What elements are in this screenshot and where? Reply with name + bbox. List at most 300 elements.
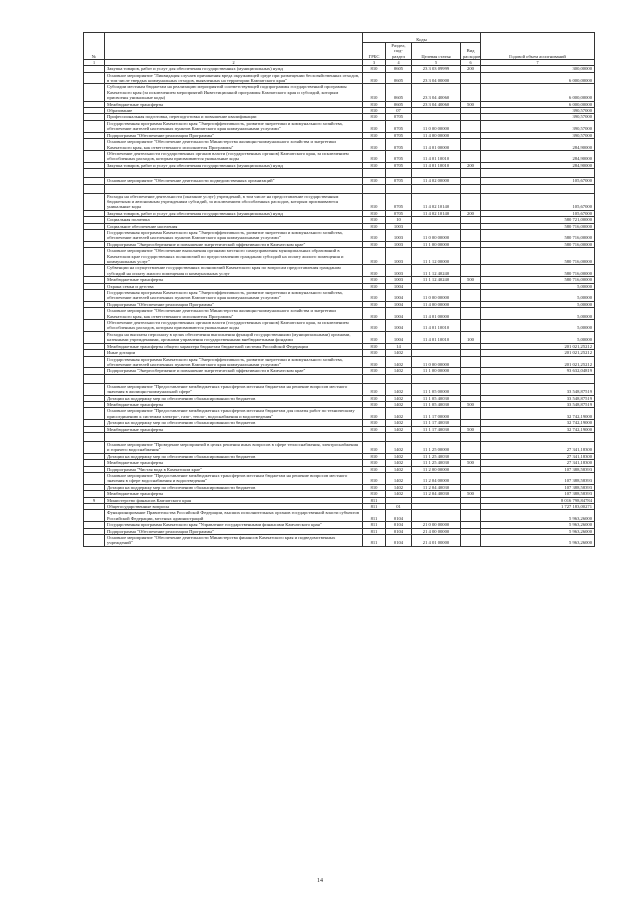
row-name: Основное мероприятие "Предоставление межбюджетных трансфертов местным бюджетам на решение вопросов местного значения в жилищно-коммунальной сфере" [105, 383, 363, 395]
row-amount: 27 341,18300 [481, 453, 595, 459]
table-row [84, 139, 595, 151]
header-name-empty [105, 33, 363, 60]
row-target-article: 11 4 01 10010 [412, 331, 461, 343]
row-target-article [412, 510, 461, 522]
table-row [84, 84, 595, 101]
row-target-article: 11 4 01 10010 [412, 162, 461, 168]
table-row [84, 229, 595, 241]
row-expense-type [461, 308, 481, 320]
row-target-article: 11 1 25 00000 [412, 441, 461, 453]
row-section: 1004 [386, 301, 412, 307]
col-index: 7 [481, 60, 595, 66]
row-amount: 5,00000 [481, 283, 595, 289]
row-section: 1402 [386, 383, 412, 395]
row-grbs: 810 [363, 210, 386, 216]
row-number [84, 248, 105, 265]
row-expense-type: 200 [461, 66, 481, 72]
row-target-article: 11 2 04 40030 [412, 484, 461, 490]
row-name: Межбюджетные трансферты [105, 460, 363, 466]
row-amount: 5 963,26000 [481, 535, 595, 547]
empty-cell [461, 432, 481, 441]
row-name: Подпрограмма "Обеспечение реализации Программы" [105, 301, 363, 307]
row-name: Обеспечение деятельности государственных органов власти (государственных органов) Камчатского края, за исключением обособленных расходов, которым присваиваются уникальные коды [105, 320, 363, 332]
row-number: 9 [84, 497, 105, 503]
row-target-article: 11 4 01 00000 [412, 139, 461, 151]
table-row [84, 150, 595, 162]
row-name: Межбюджетные трансферты [105, 277, 363, 283]
row-name: Государственная программа Камчатского края "Энергоэффективность, развитие энергетики и коммунального хозяйства, обеспечение жителей населенных пунктов Камчатского края коммунальными услугами" [105, 120, 363, 132]
row-amount: 33 548,87519 [481, 383, 595, 395]
row-section: 1003 [386, 241, 412, 247]
row-amount: 284,90000 [481, 150, 595, 162]
row-section: 1402 [386, 426, 412, 432]
row-section: 0605 [386, 84, 412, 101]
row-amount: 33 548,87519 [481, 395, 595, 401]
table-row [84, 72, 595, 84]
row-number [84, 331, 105, 343]
row-name: Государственная программа Камчатского края "Энергоэффективность, развитие энергетики и коммунального хозяйства, обеспечение жителей населенных пунктов Камчатского края коммунальными услугами" [105, 229, 363, 241]
row-grbs: 810 [363, 108, 386, 114]
row-grbs: 810 [363, 150, 386, 162]
row-expense-type: 500 [461, 426, 481, 432]
row-grbs: 810 [363, 101, 386, 107]
row-grbs: 810 [363, 132, 386, 138]
empty-cell [481, 374, 595, 383]
row-expense-type: 500 [461, 491, 481, 497]
row-target-article: 23 3 04 40060 [412, 84, 461, 101]
row-section: 07 [386, 108, 412, 114]
row-number [84, 290, 105, 302]
col-index: 3 [363, 60, 386, 66]
row-expense-type [461, 248, 481, 265]
row-amount: 201 021,25212 [481, 350, 595, 356]
row-section: 1004 [386, 290, 412, 302]
empty-cell [363, 432, 386, 441]
row-target-article: 11 1 00 00000 [412, 368, 461, 374]
row-grbs: 810 [363, 401, 386, 407]
table-row [84, 265, 595, 277]
table-row [84, 356, 595, 368]
header-target: Целевая статья [412, 43, 461, 60]
row-expense-type [461, 139, 481, 151]
row-amount: 580 716,00000 [481, 277, 595, 283]
row-number [84, 510, 105, 522]
row-grbs: 810 [363, 453, 386, 459]
row-expense-type [461, 84, 481, 101]
row-number [84, 120, 105, 132]
row-number [84, 535, 105, 547]
table-body [84, 66, 595, 547]
empty-cell [84, 374, 105, 383]
row-target-article: 11 1 05 40030 [412, 401, 461, 407]
empty-cell [105, 432, 363, 441]
row-number [84, 383, 105, 395]
row-expense-type [461, 473, 481, 485]
row-amount: 390,57000 [481, 132, 595, 138]
row-amount: 27 341,18300 [481, 441, 595, 453]
table-row [84, 510, 595, 522]
row-grbs: 810 [363, 460, 386, 466]
row-number [84, 84, 105, 101]
row-section: 1004 [386, 331, 412, 343]
row-amount: 107 388,58393 [481, 484, 595, 490]
row-section: 1003 [386, 248, 412, 265]
header-amount: Годовой объем ассигнований [481, 33, 595, 60]
row-name: Охрана семьи и детства [105, 283, 363, 289]
row-grbs: 810 [363, 466, 386, 472]
header-grbs: ГРБС [363, 43, 386, 60]
row-target-article: 11 0 00 00000 [412, 120, 461, 132]
row-amount: 390,57000 [481, 120, 595, 132]
row-amount: 107 388,58393 [481, 473, 595, 485]
row-name: Образование [105, 108, 363, 114]
row-section: 0705 [386, 193, 412, 210]
empty-cell [386, 184, 412, 193]
empty-cell [84, 184, 105, 193]
row-target-article: 11 1 05 40030 [412, 395, 461, 401]
col-index: 4 [386, 60, 412, 66]
row-section: 0104 [386, 535, 412, 547]
table-row [84, 320, 595, 332]
row-section: 0605 [386, 66, 412, 72]
row-name: Обеспечение деятельности государственных органов власти (государственных органов) Камчатского края, за исключением обособленных расходов, которым присваиваются уникальные коды [105, 150, 363, 162]
row-name: Межбюджетные трансферты [105, 401, 363, 407]
row-name: Закупка товаров, работ и услуг для обеспечения государственных (муниципальных) нужд [105, 210, 363, 216]
row-target-article: 11 1 25 40030 [412, 460, 461, 466]
row-amount: 5,00000 [481, 290, 595, 302]
row-target-article: 21 4 00 00000 [412, 528, 461, 534]
row-section: 0705 [386, 162, 412, 168]
row-target-article: 11 1 17 40030 [412, 426, 461, 432]
row-number [84, 473, 105, 485]
row-name: Закупка товаров, работ и услуг для обеспечения государственных (муниципальных) нужд [105, 66, 363, 72]
row-expense-type [461, 408, 481, 420]
row-target-article: 11 4 00 00000 [412, 301, 461, 307]
row-expense-type [461, 265, 481, 277]
row-target-article: 11 4 02 00000 [412, 178, 461, 184]
row-name: Подпрограмма "Чистая вода в Камчатском крае" [105, 466, 363, 472]
row-name: Межбюджетные трансферты [105, 491, 363, 497]
table-row [84, 374, 595, 383]
row-grbs: 810 [363, 72, 386, 84]
row-target-article: 21 0 00 00000 [412, 522, 461, 528]
empty-cell [481, 169, 595, 178]
row-number [84, 72, 105, 84]
row-grbs: 810 [363, 441, 386, 453]
row-name: Дотации на поддержку мер по обеспечению сбалансированности бюджетов [105, 395, 363, 401]
row-expense-type [461, 320, 481, 332]
row-target-article: 11 4 00 00000 [412, 132, 461, 138]
row-section: 1402 [386, 401, 412, 407]
row-section: 0104 [386, 510, 412, 522]
row-number [84, 308, 105, 320]
row-number [84, 441, 105, 453]
row-target-article: 11 1 05 00000 [412, 383, 461, 395]
row-grbs: 810 [363, 139, 386, 151]
row-grbs: 810 [363, 426, 386, 432]
row-grbs: 810 [363, 408, 386, 420]
row-name: Подпрограмма "Обеспечение реализации Программы" [105, 528, 363, 534]
row-section: 14 [386, 343, 412, 349]
row-expense-type [461, 356, 481, 368]
row-name: Профессиональная подготовка, переподготовка и повышение квалификации [105, 114, 363, 120]
row-number [84, 139, 105, 151]
row-amount: 580 716,00000 [481, 265, 595, 277]
row-target-article: 23 3 03 09999 [412, 66, 461, 72]
row-expense-type [461, 229, 481, 241]
row-amount: 6 000,00000 [481, 72, 595, 84]
row-section: 01 [386, 504, 412, 510]
row-name: Расходы на обеспечение деятельности (оказание услуг) учреждений, в том числе на предоставление государственным бюджетным и автономным учреждениям субсидий, за исключением обособленных расходов, которым присваиваются уникальные коды [105, 193, 363, 210]
empty-cell [412, 169, 461, 178]
row-section: 1004 [386, 308, 412, 320]
row-number [84, 150, 105, 162]
row-expense-type: 200 [461, 162, 481, 168]
row-expense-type [461, 72, 481, 84]
row-section: 0104 [386, 528, 412, 534]
row-grbs: 811 [363, 504, 386, 510]
row-amount: 284,90000 [481, 139, 595, 151]
row-grbs: 810 [363, 383, 386, 395]
row-section: 0605 [386, 101, 412, 107]
row-name: Межбюджетные трансферты общего характера бюджетам бюджетной системы Российской Федерации [105, 343, 363, 349]
row-section: 0605 [386, 72, 412, 84]
row-target-article: 11 0 00 00000 [412, 229, 461, 241]
row-amount: 93 632,04819 [481, 368, 595, 374]
row-name: Межбюджетные трансферты [105, 426, 363, 432]
row-expense-type [461, 120, 481, 132]
empty-cell [412, 184, 461, 193]
row-amount: 33 548,87519 [481, 401, 595, 407]
row-amount: 107 388,58393 [481, 491, 595, 497]
empty-cell [412, 374, 461, 383]
row-grbs: 810 [363, 301, 386, 307]
row-amount: 105,67000 [481, 193, 595, 210]
row-name: Основное мероприятие "Обеспечение деятельности Министерства жилищно-коммунального хозяйства и энергетики Камчатского края, как ответственного исполнителя Программы" [105, 308, 363, 320]
row-amount: 32 742,19000 [481, 408, 595, 420]
row-grbs: 810 [363, 343, 386, 349]
row-target-article: 11 1 00 00000 [412, 241, 461, 247]
empty-cell [84, 432, 105, 441]
row-expense-type: 500 [461, 101, 481, 107]
row-section: 1003 [386, 265, 412, 277]
row-target-article: 11 0 00 00000 [412, 290, 461, 302]
row-expense-type: 200 [461, 210, 481, 216]
row-target-article: 11 2 04 40030 [412, 491, 461, 497]
row-section: 0705 [386, 150, 412, 162]
row-target-article: 11 1 17 00000 [412, 408, 461, 420]
row-grbs: 810 [363, 308, 386, 320]
row-target-article: 11 1 17 40030 [412, 420, 461, 426]
row-name: Субвенции на осуществление государственных полномочий Камчатского края по вопросам предоставления гражданам субсидий на оплату жилого помещения и коммунальных услуг [105, 265, 363, 277]
row-name: Социальная политика [105, 217, 363, 223]
row-section: 1402 [386, 491, 412, 497]
row-target-article: 23 3 04 40060 [412, 101, 461, 107]
table-row [84, 193, 595, 210]
row-section: 1402 [386, 350, 412, 356]
row-section: 1402 [386, 356, 412, 368]
row-name: Социальное обеспечение населения [105, 223, 363, 229]
row-grbs: 810 [363, 350, 386, 356]
row-target-article: 11 2 04 00000 [412, 473, 461, 485]
row-section: 1402 [386, 441, 412, 453]
row-grbs: 810 [363, 277, 386, 283]
row-name: Подпрограмма "Энергосбережение и повышение энергетической эффективности в Камчатском крае" [105, 368, 363, 374]
row-grbs: 810 [363, 217, 386, 223]
header-section: Раздел, под-раздел [386, 43, 412, 60]
empty-cell [105, 169, 363, 178]
row-amount: 5,00000 [481, 331, 595, 343]
table-row [84, 169, 595, 178]
row-expense-type: 100 [461, 331, 481, 343]
row-grbs: 810 [363, 491, 386, 497]
row-grbs: 810 [363, 420, 386, 426]
row-target-article: 11 4 01 10010 [412, 320, 461, 332]
row-name: Основное мероприятие "Обеспечение деятельности Министерства жилищно-коммунального хозяйства и энергетики Камчатского края, как ответственного исполнителя Программы" [105, 139, 363, 151]
row-grbs: 810 [363, 290, 386, 302]
header-codes-group: Коды [363, 33, 481, 43]
row-amount: 5,00000 [481, 301, 595, 307]
header-no: № [84, 33, 105, 60]
col-index: 5 [412, 60, 461, 66]
empty-cell [386, 169, 412, 178]
row-name: Основное мероприятие "Обеспечение деятельности подведомственных организаций" [105, 178, 363, 184]
empty-cell [412, 432, 461, 441]
row-expense-type: 500 [461, 460, 481, 466]
row-expense-type [461, 510, 481, 522]
row-grbs: 810 [363, 356, 386, 368]
row-target-article: 21 4 01 00000 [412, 535, 461, 547]
row-section: 1003 [386, 277, 412, 283]
table-row [84, 441, 595, 453]
row-name: Субсидии местным бюджетам на реализацию мероприятий соответствующей подпрограммы государственной программы Камчатского края (за исключением мероприятий Инвестиционной программы Камчатского края и субсидий, которым присвоены уникальные коды) [105, 84, 363, 101]
row-name: Основное мероприятие "Обеспечение деятельности Министерства финансов Камчатского края и подведомственных учреждений" [105, 535, 363, 547]
row-name: Подпрограмма "Энергосбережение и повышение энергетической эффективности в Камчатском крае" [105, 241, 363, 247]
empty-cell [481, 432, 595, 441]
row-section: 0705 [386, 178, 412, 184]
row-name: Основное мероприятие "Проведение мероприятий в целях решения иных вопросов в сфере теплоснабжения, электроснабжения и горячего водоснабжения" [105, 441, 363, 453]
row-amount: 580 721,00000 [481, 217, 595, 223]
row-name: Иные дотации [105, 350, 363, 356]
row-name: Закупка товаров, работ и услуг для обеспечения государственных (муниципальных) нужд [105, 162, 363, 168]
row-grbs: 810 [363, 162, 386, 168]
row-grbs: 810 [363, 368, 386, 374]
row-name: Министерство финансов Камчатского края [105, 497, 363, 503]
table-row [84, 184, 595, 193]
header-exp-type: Вид расходов [461, 43, 481, 60]
table-row [84, 308, 595, 320]
row-grbs: 810 [363, 193, 386, 210]
col-index: 6 [461, 60, 481, 66]
row-grbs: 810 [363, 283, 386, 289]
row-section: 1402 [386, 368, 412, 374]
table-row [84, 331, 595, 343]
row-amount: 580 716,00000 [481, 248, 595, 265]
row-section: 1402 [386, 466, 412, 472]
row-amount: 580 716,00000 [481, 229, 595, 241]
row-amount: 6 000,00000 [481, 84, 595, 101]
row-name: Основное мероприятие "Обеспечение выполнения органами местного самоуправления муниципальных образований в Камчатском крае государственных полномочий по предоставлению гражданам субсидий на оплату жилого помещения и коммунальных услуг" [105, 248, 363, 265]
row-name: Подпрограмма "Обеспечение реализации Программы" [105, 132, 363, 138]
row-section: 1402 [386, 473, 412, 485]
row-expense-type [461, 535, 481, 547]
empty-cell [461, 169, 481, 178]
row-grbs: 810 [363, 84, 386, 101]
row-name: Основное мероприятие "Предоставление межбюджетных трансфертов местным бюджетам на решение вопросов местного значения в сфере водоснабжения и водоотведения" [105, 473, 363, 485]
row-expense-type [461, 441, 481, 453]
row-name: Дотации на поддержку мер по обеспечению сбалансированности бюджетов [105, 420, 363, 426]
row-grbs: 811 [363, 510, 386, 522]
row-number [84, 320, 105, 332]
empty-cell [105, 184, 363, 193]
row-section: 10 [386, 217, 412, 223]
row-target-article: 11 1 12 00000 [412, 248, 461, 265]
row-grbs: 810 [363, 320, 386, 332]
row-section: 1003 [386, 223, 412, 229]
row-amount: 8 016 798,84784 [481, 497, 595, 503]
row-name: Общегосударственные вопросы [105, 504, 363, 510]
row-section: 1402 [386, 420, 412, 426]
empty-cell [363, 374, 386, 383]
row-amount: 284,90000 [481, 162, 595, 168]
row-grbs: 810 [363, 223, 386, 229]
table-row [84, 383, 595, 395]
row-amount: 27 341,18300 [481, 460, 595, 466]
row-target-article: 11 2 00 00000 [412, 466, 461, 472]
row-number [84, 193, 105, 210]
row-amount: 390,57000 [481, 114, 595, 120]
row-target-article: 23 3 04 00000 [412, 72, 461, 84]
row-name: Государственная программа Камчатского края "Управление государственными финансами Камчатского края" [105, 522, 363, 528]
row-section: 1402 [386, 484, 412, 490]
row-section: 0705 [386, 210, 412, 216]
row-amount: 5 963,26000 [481, 510, 595, 522]
row-amount: 5,00000 [481, 308, 595, 320]
row-name: Функционирование Правительства Российской Федерации, высших исполнительных органов государственной власти субъектов Российской Федерации, местных администраций [105, 510, 363, 522]
row-grbs: 811 [363, 497, 386, 503]
row-target-article: 11 0 00 00000 [412, 356, 461, 368]
row-amount: 300,00000 [481, 66, 595, 72]
row-section: 1004 [386, 320, 412, 332]
page-number: 14 [317, 878, 323, 884]
row-grbs: 810 [363, 66, 386, 72]
row-amount: 5 963,26000 [481, 522, 595, 528]
row-grbs: 811 [363, 535, 386, 547]
row-name: Государственная программа Камчатского края "Энергоэффективность, развитие энергетики и коммунального хозяйства, обеспечение жителей населенных пунктов Камчатского края коммунальными услугами" [105, 356, 363, 368]
row-grbs: 810 [363, 331, 386, 343]
row-number [84, 265, 105, 277]
empty-cell [363, 184, 386, 193]
row-target-article: 11 1 25 40030 [412, 453, 461, 459]
row-grbs: 810 [363, 395, 386, 401]
header-row-1 [84, 33, 595, 43]
row-name: Основное мероприятие "Ликвидация случаев причинения вреда окружающей среде при размещении бесхозяйственных отходов, в том числе твердых коммунальных отходов, выявленных на территории Камчатского края" [105, 72, 363, 84]
row-grbs: 810 [363, 248, 386, 265]
row-name: Дотации на поддержку мер по обеспечению сбалансированности бюджетов [105, 484, 363, 490]
empty-cell [461, 184, 481, 193]
row-name: Государственная программа Камчатского края "Энергоэффективность, развитие энергетики и коммунального хозяйства, обеспечение жителей населенных пунктов Камчатского края коммунальными услугами" [105, 290, 363, 302]
row-target-article: 11 4 01 10010 [412, 150, 461, 162]
row-grbs: 810 [363, 229, 386, 241]
row-amount: 5,00000 [481, 320, 595, 332]
row-amount: 580 716,00000 [481, 241, 595, 247]
empty-cell [386, 432, 412, 441]
row-grbs: 810 [363, 120, 386, 132]
table-row [84, 535, 595, 547]
row-name: Основное мероприятие "Предоставление межбюджетных трансфертов местным бюджетам для оплаты работ по техническому присоединению к системам электро-, газо-, тепло-, водоснабжения и водоотведения" [105, 408, 363, 420]
row-name: Расходы на выплаты персоналу в целях обеспечения выполнения функций государственными (муниципальными) органами, казенными учреждениями, органами управления государственными внебюджетными фондами [105, 331, 363, 343]
row-section: 1003 [386, 229, 412, 241]
